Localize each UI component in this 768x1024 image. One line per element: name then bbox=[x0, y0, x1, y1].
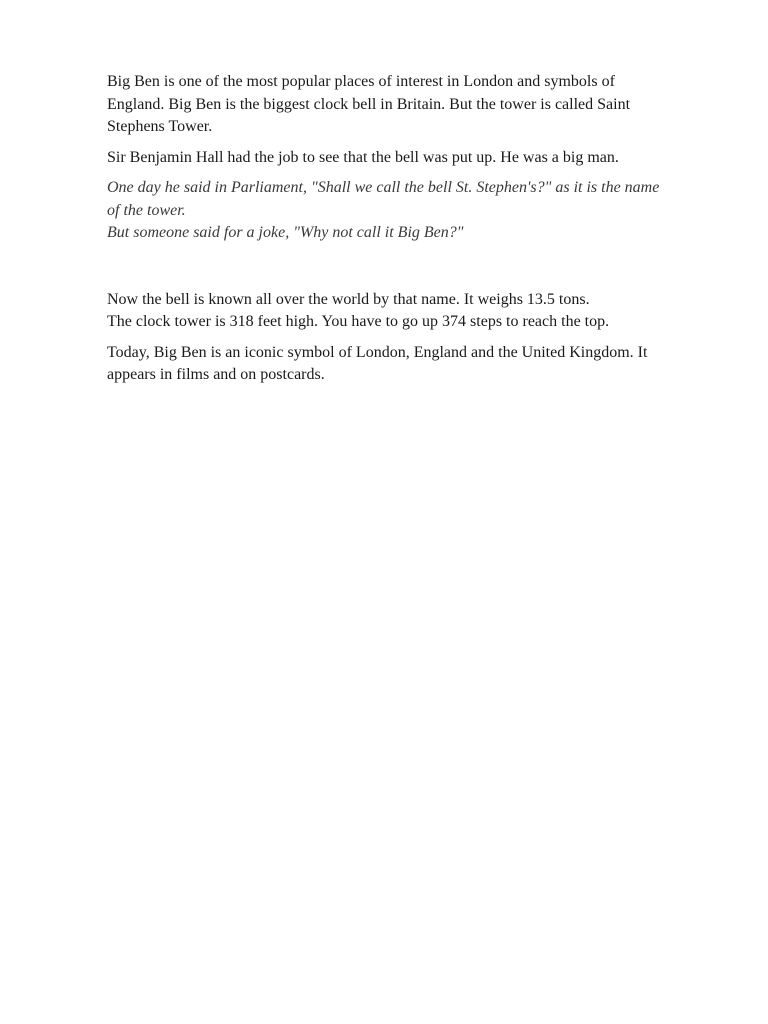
text-line: But someone said for a joke, "Why not call it Big Ben?" bbox=[107, 224, 464, 241]
text-line: Sir Benjamin Hall had the job to see that the bell was put up. He was a big man. bbox=[107, 148, 619, 166]
paragraph-iconic-symbol bbox=[107, 342, 727, 387]
paragraph-intro bbox=[107, 71, 727, 139]
text-line: Today, Big Ben is an iconic symbol of London, England and the United Kingdom. It bbox=[107, 343, 648, 361]
text-line: appears in films and on postcards. bbox=[107, 366, 325, 383]
document-body bbox=[107, 71, 727, 395]
text-line: Now the bell is known all over the world by that name. It weighs 13.5 tons. bbox=[107, 290, 590, 308]
text-line: The clock tower is 318 feet high. You have to go up 374 steps to reach the top. bbox=[107, 313, 610, 330]
text-line: Big Ben is one of the most popular places of interest in London and symbols of bbox=[107, 73, 615, 90]
text-line: One day he said in Parliament, "Shall we call the bell St. Stephen's?" as it is the name bbox=[107, 179, 660, 196]
paragraph-benjamin-hall bbox=[107, 147, 727, 170]
blank-space bbox=[107, 253, 727, 289]
paragraph-bell-facts bbox=[107, 289, 727, 334]
text-line: of the tower. bbox=[107, 201, 186, 219]
text-line: Stephens Tower. bbox=[107, 118, 213, 135]
paragraph-parliament-quote bbox=[107, 177, 727, 245]
text-line: England. Big Ben is the biggest clock bell in Britain. But the tower is called Saint bbox=[107, 95, 631, 113]
